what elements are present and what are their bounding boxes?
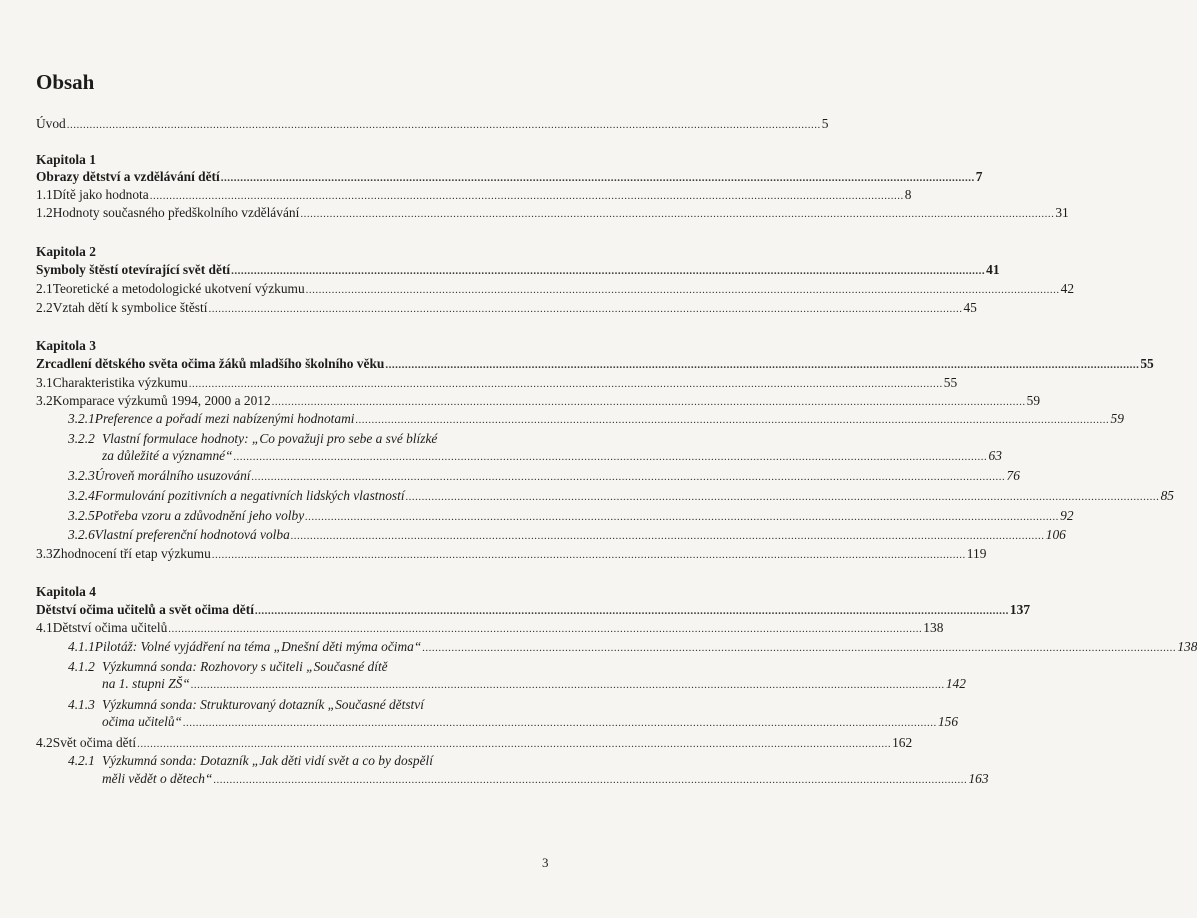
leader-dots [191,677,945,694]
toc-page-number: 55 [1140,356,1154,371]
chapter-title-entry[interactable] [36,168,983,187]
section-title: Svět očima dětí [52,735,137,750]
section-number: 3.2.3 [68,468,95,483]
leader-dots [183,715,937,732]
toc-page-number: 119 [966,546,987,561]
chapter-title: Zrcadlení dětského světa očima žáků mladšího školního věku [36,356,385,371]
leader-dots [356,412,1110,429]
toc-subentry[interactable] [68,430,544,447]
leader-dots [422,640,1176,657]
toc-subentry[interactable] [68,696,544,713]
section-title: Dětství očima učitelů [52,620,168,635]
leader-dots [272,394,1026,411]
section-title: Zhodnocení tří etap výzkumu [52,546,211,561]
leader-dots [300,206,1054,223]
toc-subentry[interactable] [68,467,1020,486]
section-number: 3.2.6 [68,527,95,542]
toc-entry[interactable] [36,545,987,564]
section-number: 4.1.1 [68,639,95,654]
section-number: 4.2 [36,735,53,750]
page-number: 3 [542,855,549,870]
toc-page-number: 45 [963,300,977,315]
section-number: 1.1 [36,187,53,202]
chapter-label: Kapitola 2 [36,244,96,259]
chapter-title-entry[interactable] [36,601,1031,620]
toc-entry[interactable] [36,204,1069,223]
section-number: 3.2.4 [68,488,95,503]
toc-page-number: 41 [986,262,1000,277]
leader-dots [150,188,904,205]
chapter-title: Obrazy dětství a vzdělávání dětí [36,169,220,184]
section-title: Výzkumná sonda: Strukturovaný dotazník „Současné dětství [102,697,424,712]
toc-subentry[interactable] [68,487,1174,506]
section-number: 3.2.5 [68,508,95,523]
section-number: 3.3 [36,546,53,561]
toc-page-number: 7 [975,169,983,184]
toc-entry[interactable] [36,374,958,393]
leader-dots [231,263,985,280]
section-title: Potřeba vzoru a zdůvodnění jeho volby [94,508,305,523]
toc-page-number: 106 [1045,527,1066,542]
toc-entry[interactable] [36,392,1041,411]
section-title: Vztah dětí k symbolice štěstí [52,300,208,315]
leader-dots [221,170,975,187]
toc-entry-label: Úvod [36,116,66,131]
toc-entry[interactable] [36,299,977,318]
section-title: Vlastní formulace hodnoty: „Co považuji pro sebe a své blízké [102,431,438,446]
leader-dots [208,301,962,318]
leader-dots [306,282,1060,299]
toc-entry[interactable] [36,619,944,638]
toc-page-number: 92 [1060,508,1074,523]
section-number: 4.1.2 [68,659,95,674]
chapter-label: Kapitola 3 [36,338,96,353]
section-title: Formulování pozitivních a negativních lidských vlastností [94,488,405,503]
section-title: Dítě jako hodnota [52,187,149,202]
section-number: 3.2 [36,393,53,408]
section-title-continuation: za důležité a významné“ [102,448,233,463]
toc-page-number: 85 [1160,488,1174,503]
section-title: Charakteristika výzkumu [52,375,188,390]
toc-page-number: 63 [988,448,1002,463]
chapter-title-entry[interactable] [36,355,1154,374]
chapter-label: Kapitola 1 [36,152,96,167]
section-number: 3.1 [36,375,53,390]
section-number: 3.2.1 [68,411,95,426]
leader-dots [234,449,988,466]
toc-page-number: 8 [904,187,912,202]
section-title: Úroveň morálního usuzování [94,468,251,483]
toc-page-number: 138 [923,620,944,635]
section-number: 4.2.1 [68,753,95,768]
toc-page-number: 137 [1009,602,1031,617]
section-title: Výzkumná sonda: Rozhovory s učiteli „Současné dítě [102,659,388,674]
section-title-continuation: měli vědět o dětech“ [102,771,213,786]
toc-entry[interactable] [36,734,913,753]
toc-subentry[interactable] [68,410,1124,429]
toc-page-number: 55 [943,375,958,390]
leader-dots [385,357,1139,374]
section-number: 4.1.3 [68,697,95,712]
leader-dots [291,528,1045,545]
page-title: Obsah [36,70,95,94]
section-number: 3.2.2 [68,431,95,446]
toc-subentry[interactable] [68,752,544,769]
toc-entry-intro[interactable] [36,115,829,134]
toc-subentry-continuation[interactable] [102,770,989,789]
chapter-title-entry[interactable] [36,261,1000,280]
toc-page-number: 156 [937,714,959,729]
toc-subentry-continuation[interactable] [102,713,959,732]
toc-subentry[interactable] [68,658,544,675]
toc-subentry-continuation[interactable] [102,447,1002,466]
toc-page-number: 142 [945,676,966,691]
section-number: 1.2 [36,205,53,220]
section-title: Hodnoty současného předškolního vzdělávání [52,205,300,220]
leader-dots [189,376,943,393]
toc-entry[interactable] [36,280,1075,299]
toc-page-number: 42 [1060,281,1075,296]
section-number: 2.2 [36,300,53,315]
leader-dots [213,772,967,789]
section-title: Komparace výzkumů 1994, 2000 a 2012 [52,393,271,408]
toc-subentry-continuation[interactable] [102,675,966,694]
leader-dots [406,489,1160,506]
section-title: Vlastní preferenční hodnotová volba [94,527,290,542]
leader-dots [252,469,1006,486]
toc-page-number: 163 [968,771,989,786]
leader-dots [67,117,821,134]
toc-subentry[interactable] [68,638,1197,657]
toc-page-number: 59 [1110,411,1124,426]
toc-page-number: 31 [1055,205,1069,220]
leader-dots [305,509,1059,526]
chapter-label: Kapitola 4 [36,584,96,599]
section-title: Výzkumná sonda: Dotazník „Jak děti vidí svět a co by dospělí [102,753,433,768]
leader-dots [168,621,922,638]
leader-dots [255,603,1009,620]
section-title: Pilotáž: Volné vyjádření na téma „Dnešní děti mýma očima“ [94,639,422,654]
toc-entry[interactable] [36,186,912,205]
toc-page-number: 162 [892,735,913,750]
toc-page-number: 5 [821,116,829,131]
section-number: 2.1 [36,281,53,296]
section-title: Preference a pořadí mezi nabízenými hodnotami [94,411,355,426]
toc-subentry[interactable] [68,507,1074,526]
section-number: 4.1 [36,620,53,635]
leader-dots [137,736,891,753]
toc-page-number: 138 [1177,639,1197,654]
section-title-continuation: na 1. stupni ZŠ“ [102,676,190,691]
section-title-continuation: očima učitelů“ [102,714,182,729]
chapter-title: Dětství očima učitelů a svět očima dětí [36,602,254,617]
toc-page-number: 59 [1026,393,1041,408]
toc-page-number: 76 [1006,468,1020,483]
chapter-title: Symboly štěstí otevírající svět dětí [36,262,231,277]
toc-subentry[interactable] [68,526,1066,545]
section-title: Teoretické a metodologické ukotvení výzkumu [52,281,305,296]
leader-dots [212,547,966,564]
